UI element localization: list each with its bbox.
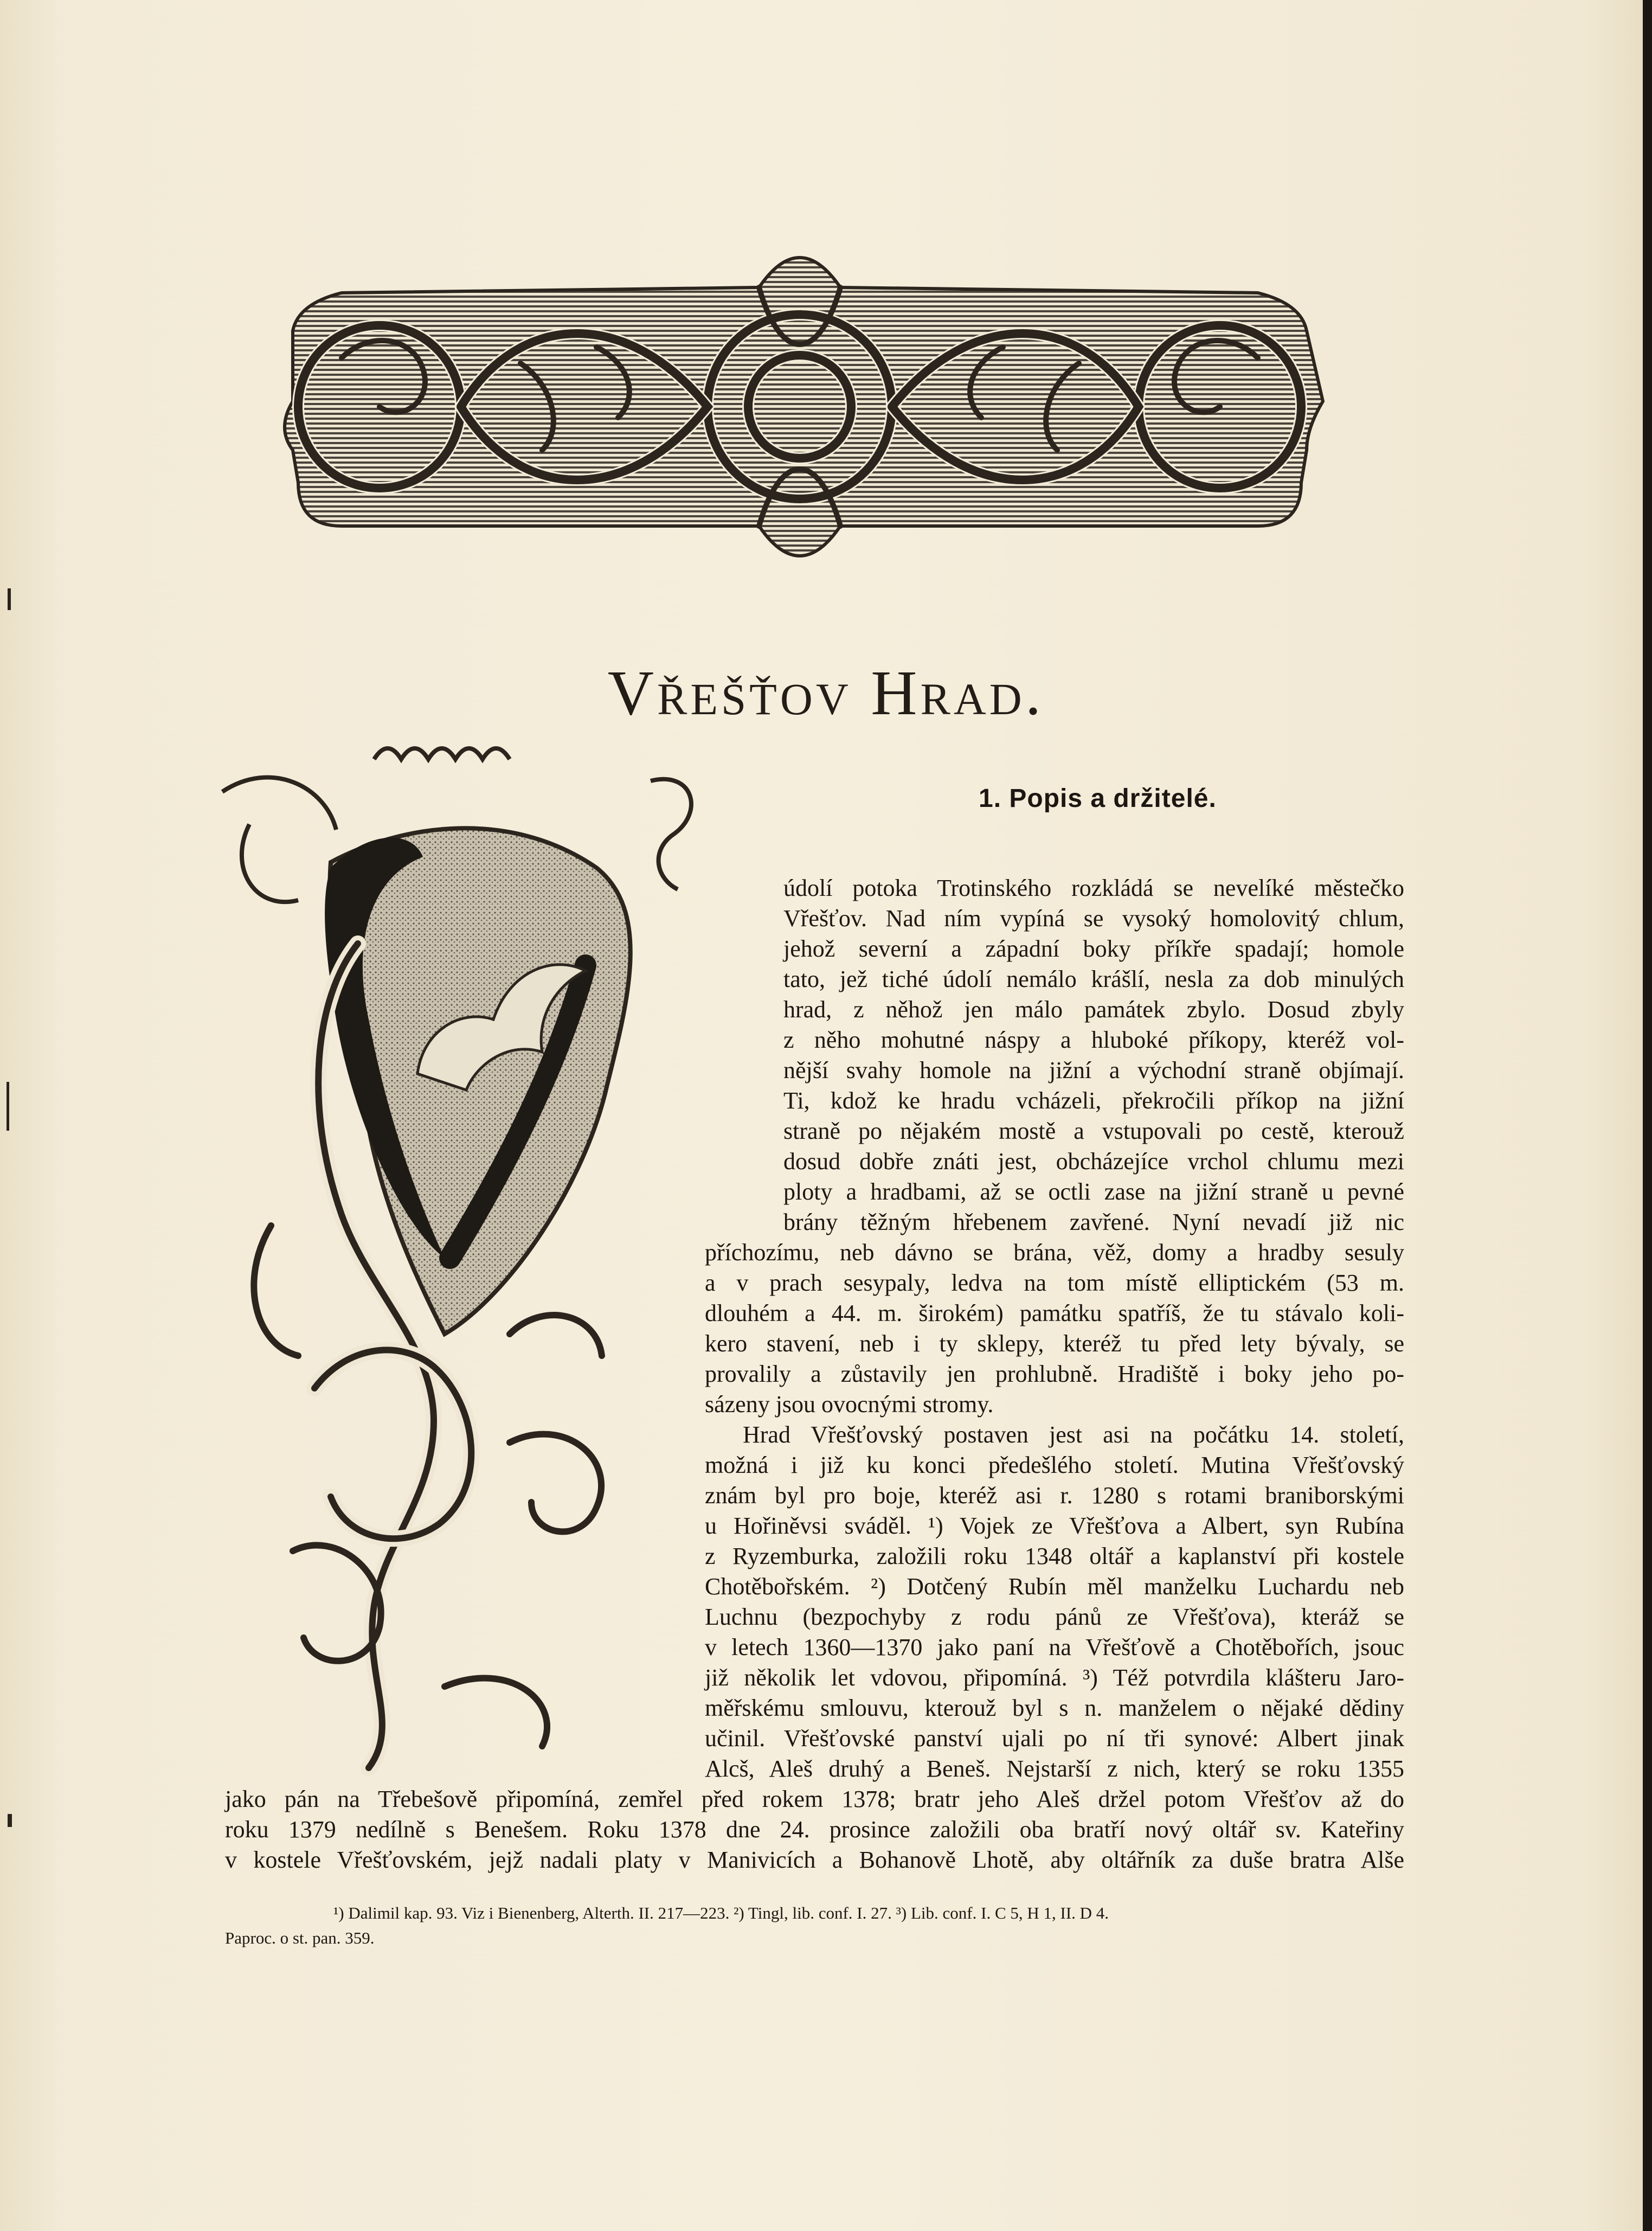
text-line: ploty a hradbami, až se octli zase na jižní straně u pevné <box>783 1178 1404 1205</box>
text-line: dosud dobře znáti jest, obcházejíce vrchol chlumu mezi <box>783 1148 1404 1175</box>
text-line: straně po nějakém mostě a vstupovali po cestě, kterouž <box>783 1118 1404 1144</box>
text-line: již několik let vdovou, připomíná. ³) Též potvrdila klášteru Jaro- <box>705 1664 1404 1691</box>
intro-paragraph <box>783 873 1404 1238</box>
text-line: v kostele Vřešťovském, jejž nadali platy v Manivicích a Bohanově Lhotě, aby oltářník za duše bratra Alše <box>225 1847 1404 1873</box>
main-paragraph <box>705 1238 1404 1784</box>
footnotes <box>225 1901 1420 1951</box>
text-line: dlouhém a 44. m. širokém) památku spatříš, že tu stávalo koli- <box>705 1300 1404 1326</box>
margin-mark <box>8 588 11 610</box>
text-line: znám byl pro boje, kteréž asi r. 1280 s rotami braniborskými <box>705 1482 1404 1509</box>
text-line: učinil. Vřešťovské panství ujali po ní tři synové: Albert jinak <box>705 1725 1404 1752</box>
margin-mark <box>1643 0 1652 2231</box>
text-line: u Hořiněvsi sváděl. ¹) Vojek ze Vřešťova a Albert, syn Rubína <box>705 1512 1404 1539</box>
text-line: z Ryzemburka, založili roku 1348 oltář a kaplanství při kostele <box>705 1543 1404 1569</box>
footnote-line: ¹) Dalimil kap. 93. Viz i Bienenberg, Alterth. II. 217—223. ²) Tingl, lib. conf. I. 27. ³) Lib. conf. I. C 5, H 1, II. D 4. <box>333 1903 1109 1922</box>
text-line: hrad, z něhož jen málo památek zbylo. Dosud zbyly <box>783 996 1404 1023</box>
text-line: měřskému smlouvu, kterouž byl s n. manželem o nějaké dědiny <box>705 1695 1404 1721</box>
text-line: z něho mohutné náspy a hluboké příkopy, kteréž vol- <box>783 1027 1404 1053</box>
ornamental-headpiece <box>217 222 1383 591</box>
text-line: možná i již ku konci předešlého století. Mutina Vřešťovský <box>705 1452 1404 1478</box>
text-line: a v prach sesypaly, ledva na tom místě elliptickém (53 m. <box>705 1270 1404 1296</box>
text-line: sázeny jsou ovocnými stromy. <box>705 1391 994 1418</box>
text-line: Luchnu (bezpochyby z rodu pánů ze Vřešťova), kteráž se <box>705 1604 1404 1630</box>
text-line: údolí potoka Trotinského rozkládá se nevelíké městečko <box>783 875 1404 901</box>
margin-mark <box>8 1814 12 1827</box>
text-line: Chotěbořském. ²) Dotčený Rubín měl manželku Luchardu neb <box>705 1573 1404 1600</box>
margin-mark <box>7 1082 9 1131</box>
footnote-line: Paproc. o st. pan. 359. <box>225 1928 375 1947</box>
text-line: provalily a zůstavily jen prohlubně. Hradiště i boky jeho po- <box>705 1361 1404 1387</box>
page-title: Vřešťov Hrad. <box>607 657 1045 728</box>
decorated-initial-letter <box>206 738 748 1800</box>
text-line: jako pán na Třebešově připomíná, zemřel před rokem 1378; bratr jeho Aleš držel potom Vřešťov až do <box>225 1786 1404 1812</box>
text-line: Alcš, Aleš druhý a Beneš. Nejstarší z nich, který se roku 1355 <box>705 1755 1404 1782</box>
text-line: kero stavení, neb i ty sklepy, kteréž tu před lety bývaly, se <box>705 1330 1404 1357</box>
section-heading: 1. Popis a držitelé. <box>979 784 1217 813</box>
text-line: jehož severní a západní boky příkře spadají; homole <box>783 935 1404 962</box>
text-line: v letech 1360—1370 jako paní na Vřešťově a Chotěbořích, jsouc <box>705 1634 1404 1661</box>
text-line: tato, jež tiché údolí nemálo krášlí, nesla za dob minulých <box>783 966 1404 992</box>
text-line: brány těžným hřebenem zavřené. Nyní nevadí již nic <box>783 1209 1404 1235</box>
text-line: roku 1379 nedílně s Benešem. Roku 1378 dne 24. prosince založili oba bratří nový oltář sv. Kateřiny <box>225 1816 1404 1843</box>
text-line: příchozímu, neb dávno se brána, věž, domy a hradby sesuly <box>705 1239 1404 1266</box>
text-line: Vřešťov. Nad ním vypíná se vysoký homolovitý chlum, <box>783 905 1404 932</box>
text-line: Hrad Vřešťovský postaven jest asi na počátku 14. století, <box>743 1421 1404 1448</box>
full-width-paragraph <box>225 1784 1404 1875</box>
text-line: Ti, kdož ke hradu vcházeli, překročili příkop na jižní <box>783 1087 1404 1114</box>
text-line: nější svahy homole na jižní a východní straně objímají. <box>783 1057 1404 1084</box>
